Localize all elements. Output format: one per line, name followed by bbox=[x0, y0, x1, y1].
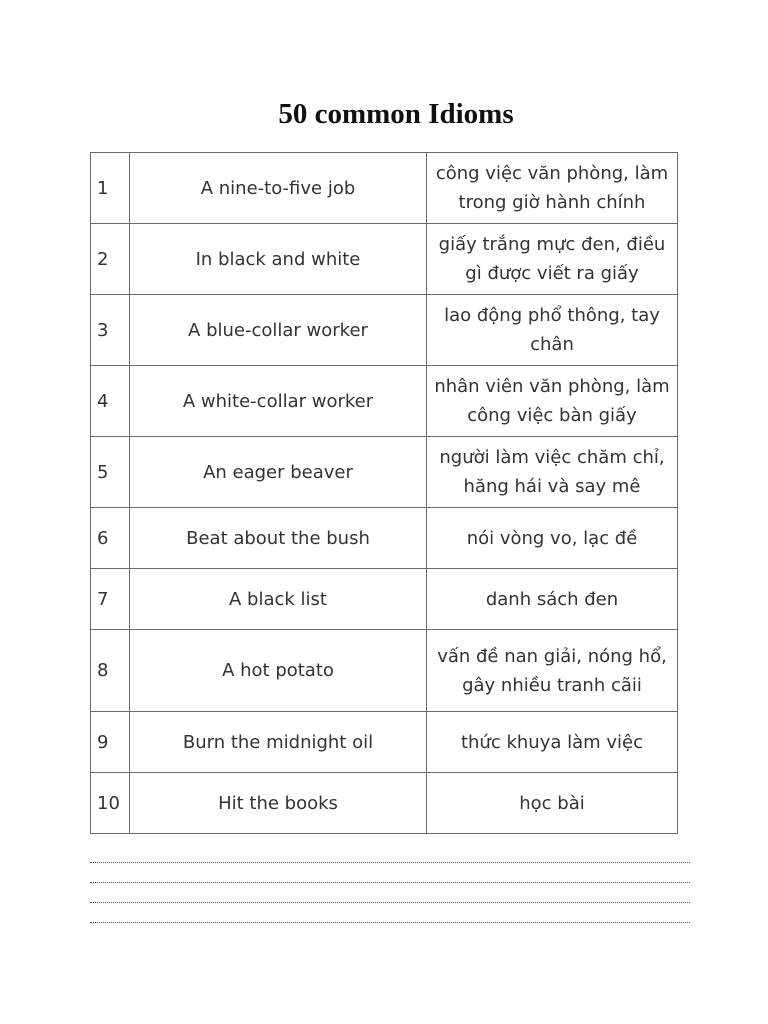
dotted-line bbox=[90, 902, 690, 903]
dotted-line bbox=[90, 862, 690, 863]
row-number: 4 bbox=[91, 366, 130, 437]
meaning-cell: người làm việc chăm chỉ, hăng hái và say mê bbox=[427, 437, 678, 508]
table-row bbox=[91, 508, 678, 569]
meaning-cell: danh sách đen bbox=[427, 569, 678, 630]
row-number: 9 bbox=[91, 712, 130, 773]
idiom-cell: Beat about the bush bbox=[130, 508, 427, 569]
table-row bbox=[91, 712, 678, 773]
idiom-cell: A nine-to-five job bbox=[130, 153, 427, 224]
meaning-cell: vấn đề nan giải, nóng hổ, gây nhiều tranh cãii bbox=[427, 630, 678, 712]
page-title: 50 common Idioms bbox=[278, 98, 514, 130]
row-number: 1 bbox=[91, 153, 130, 224]
table-row bbox=[91, 437, 678, 508]
idiom-cell: Burn the midnight oil bbox=[130, 712, 427, 773]
table-row bbox=[91, 569, 678, 630]
meaning-cell: nhân viên văn phòng, làm công việc bàn giấy bbox=[427, 366, 678, 437]
row-number: 3 bbox=[91, 295, 130, 366]
dotted-line bbox=[90, 882, 690, 883]
idiom-cell: A blue-collar worker bbox=[130, 295, 427, 366]
row-number: 8 bbox=[91, 630, 130, 712]
table-row bbox=[91, 773, 678, 834]
meaning-cell: giấy trắng mực đen, điều gì được viết ra giấy bbox=[427, 224, 678, 295]
table-row bbox=[91, 224, 678, 295]
row-number: 7 bbox=[91, 569, 130, 630]
meaning-cell: học bài bbox=[427, 773, 678, 834]
idiom-cell: A hot potato bbox=[130, 630, 427, 712]
table-row bbox=[91, 366, 678, 437]
row-number: 5 bbox=[91, 437, 130, 508]
idiom-cell: Hit the books bbox=[130, 773, 427, 834]
meaning-cell: thức khuya làm việc bbox=[427, 712, 678, 773]
idiom-cell: A white-collar worker bbox=[130, 366, 427, 437]
idioms-table bbox=[90, 152, 678, 834]
row-number: 10 bbox=[91, 773, 130, 834]
idiom-cell: A black list bbox=[130, 569, 427, 630]
idiom-cell: In black and white bbox=[130, 224, 427, 295]
table-row bbox=[91, 630, 678, 712]
table-row bbox=[91, 295, 678, 366]
writing-lines bbox=[90, 862, 690, 942]
meaning-cell: nói vòng vo, lạc đề bbox=[427, 508, 678, 569]
meaning-cell: lao động phổ thông, tay chân bbox=[427, 295, 678, 366]
row-number: 6 bbox=[91, 508, 130, 569]
idiom-cell: An eager beaver bbox=[130, 437, 427, 508]
dotted-line bbox=[90, 922, 690, 923]
meaning-cell: công việc văn phòng, làm trong giờ hành chính bbox=[427, 153, 678, 224]
row-number: 2 bbox=[91, 224, 130, 295]
table-row bbox=[91, 153, 678, 224]
